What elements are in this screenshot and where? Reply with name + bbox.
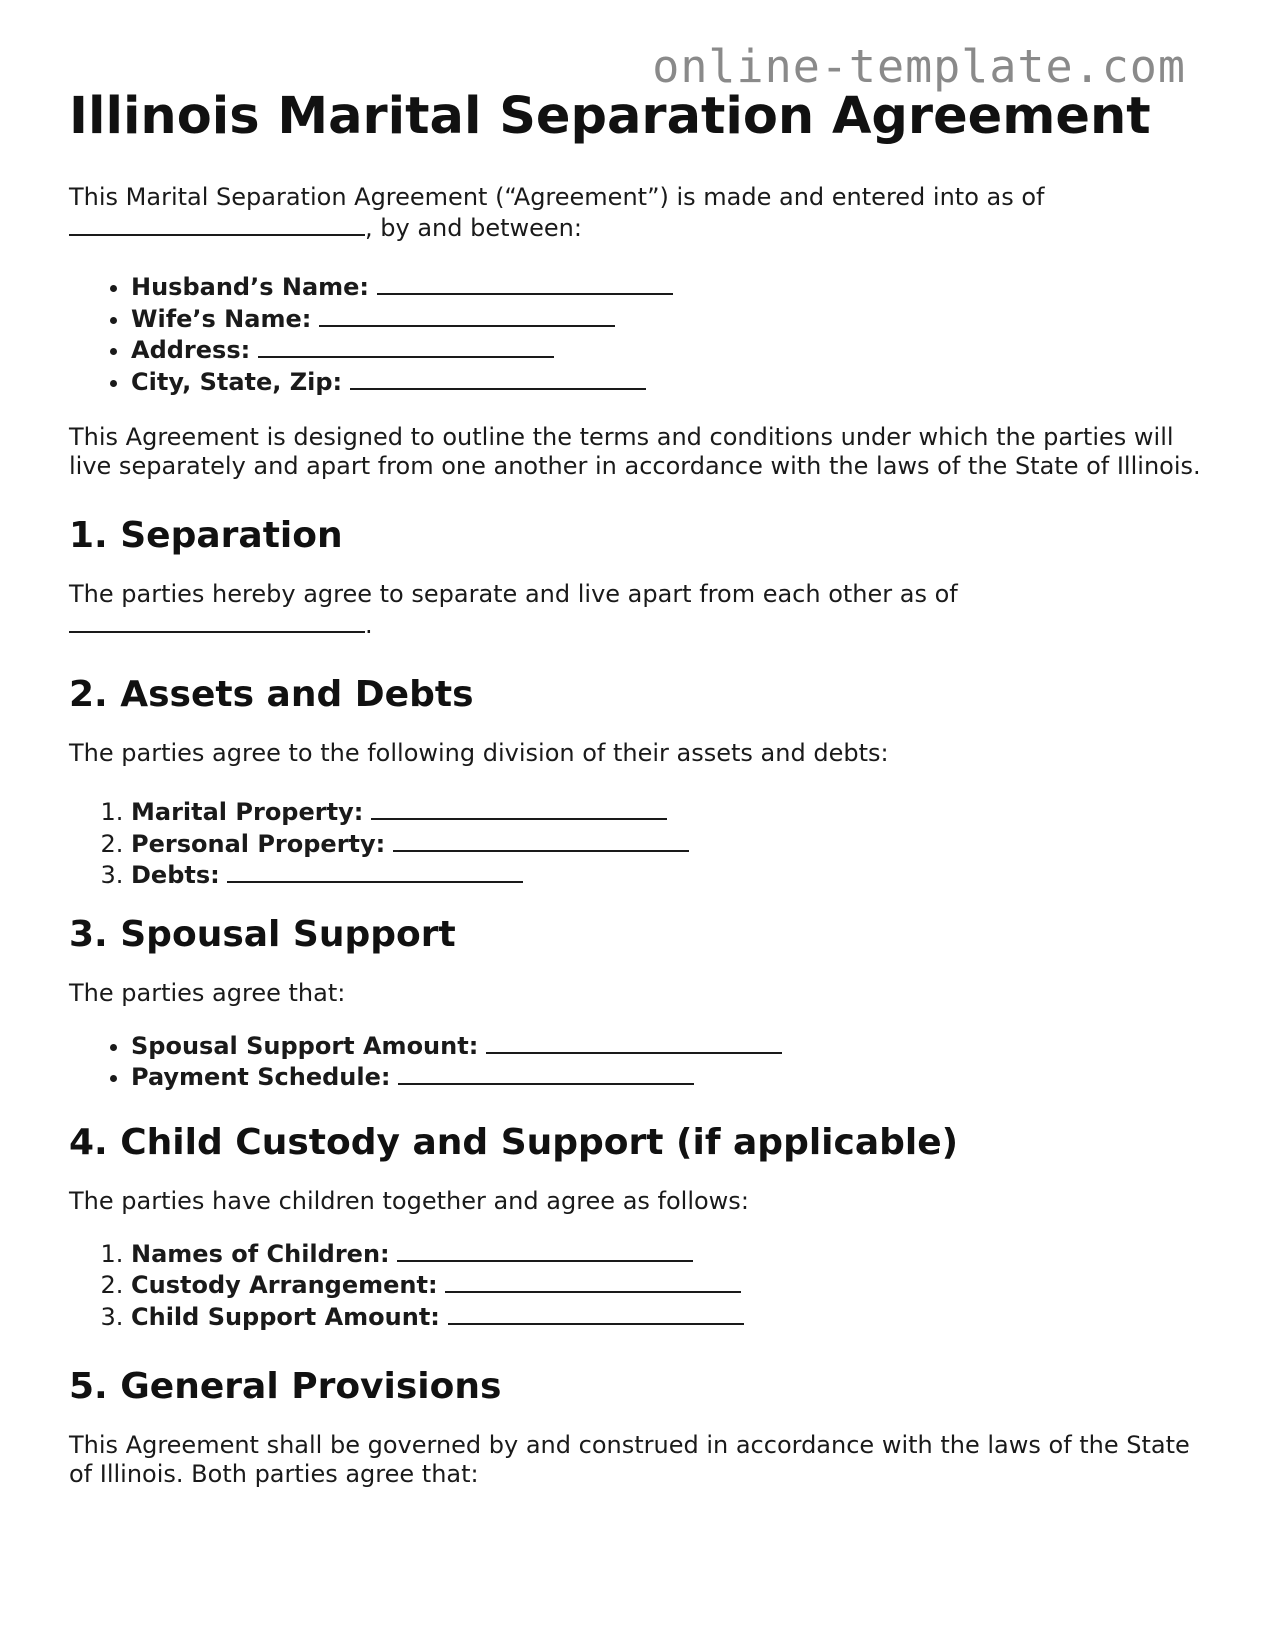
list-item [131, 1030, 1209, 1062]
list-item [131, 303, 1209, 335]
personal-property-label: Personal Property: [131, 829, 386, 858]
child-support-amount-label: Child Support Amount: [131, 1302, 440, 1331]
page-title: Illinois Marital Separation Agreement [69, 87, 1151, 146]
custody-arrangement-blank[interactable] [445, 1269, 741, 1293]
separation-paragraph [69, 580, 1209, 640]
address-label: Address: [131, 336, 251, 364]
marital-property-label: Marital Property: [131, 798, 364, 826]
payment-schedule-label: Payment Schedule: [131, 1063, 391, 1091]
spousal-support-amount-blank[interactable] [486, 1030, 782, 1054]
separation-text-end: . [365, 611, 373, 639]
spousal-support-amount-label: Spousal Support Amount: [131, 1031, 479, 1060]
wife-name-label: Wife’s Name: [131, 304, 312, 333]
custody-arrangement-label: Custody Arrangement: [131, 1271, 438, 1299]
city-state-zip-blank[interactable] [350, 366, 646, 390]
wife-name-blank[interactable] [319, 303, 615, 327]
list-item [131, 828, 1209, 860]
assets-paragraph: The parties agree to the following division of their assets and debts: [69, 739, 889, 767]
list-item [131, 859, 1209, 891]
section-heading-custody: 4. Child Custody and Support (if applicable) [69, 1121, 959, 1163]
agreement-date-blank[interactable] [69, 212, 365, 236]
section-heading-separation: 1. Separation [69, 515, 343, 556]
intro-text-end: , by and between: [365, 214, 582, 242]
section-heading-assets: 2. Assets and Debts [69, 674, 474, 715]
support-paragraph: The parties agree that: [69, 978, 346, 1007]
intro-text: This Marital Separation Agreement (“Agreement”) is made and entered into as of [69, 183, 1045, 211]
document-page [69, 84, 1209, 1489]
list-item [131, 796, 1209, 828]
separation-text: The parties hereby agree to separate and live apart from each other as of [69, 580, 958, 608]
debts-label: Debts: [131, 861, 220, 889]
husband-name-label: Husband’s Name: [131, 273, 370, 301]
children-names-label: Names of Children: [131, 1239, 390, 1268]
general-paragraph: This Agreement shall be governed by and construed in accordance with the laws of the State of Illinois. Both parties agree that: [69, 1431, 1190, 1488]
watermark: online-template.com [652, 40, 1186, 93]
custody-paragraph: The parties have children together and agree as follows: [69, 1186, 749, 1215]
list-item [131, 1238, 1209, 1270]
child-support-amount-blank[interactable] [448, 1301, 744, 1325]
support-list [69, 1030, 1209, 1093]
list-item [131, 1301, 1209, 1333]
payment-schedule-blank[interactable] [398, 1061, 694, 1085]
city-state-zip-label: City, State, Zip: [131, 367, 343, 396]
husband-name-blank[interactable] [377, 271, 673, 295]
separation-date-blank[interactable] [69, 609, 365, 633]
address-blank[interactable] [258, 334, 554, 358]
custody-list [69, 1238, 1209, 1333]
section-heading-general: 5. General Provisions [69, 1366, 502, 1407]
list-item [131, 1269, 1209, 1301]
list-item [131, 1061, 1209, 1093]
intro-paragraph [69, 183, 1209, 243]
personal-property-blank[interactable] [393, 828, 689, 852]
section-heading-support: 3. Spousal Support [69, 913, 456, 955]
list-item [131, 334, 1209, 366]
children-names-blank[interactable] [397, 1238, 693, 1262]
marital-property-blank[interactable] [371, 796, 667, 820]
debts-blank[interactable] [227, 859, 523, 883]
list-item [131, 271, 1209, 303]
list-item [131, 366, 1209, 398]
purpose-paragraph: This Agreement is designed to outline the terms and conditions under which the parties will live separately and apart from one another in accordance with the laws of the State of Illinois. [69, 423, 1201, 480]
parties-list [69, 271, 1209, 397]
assets-list [69, 796, 1209, 891]
